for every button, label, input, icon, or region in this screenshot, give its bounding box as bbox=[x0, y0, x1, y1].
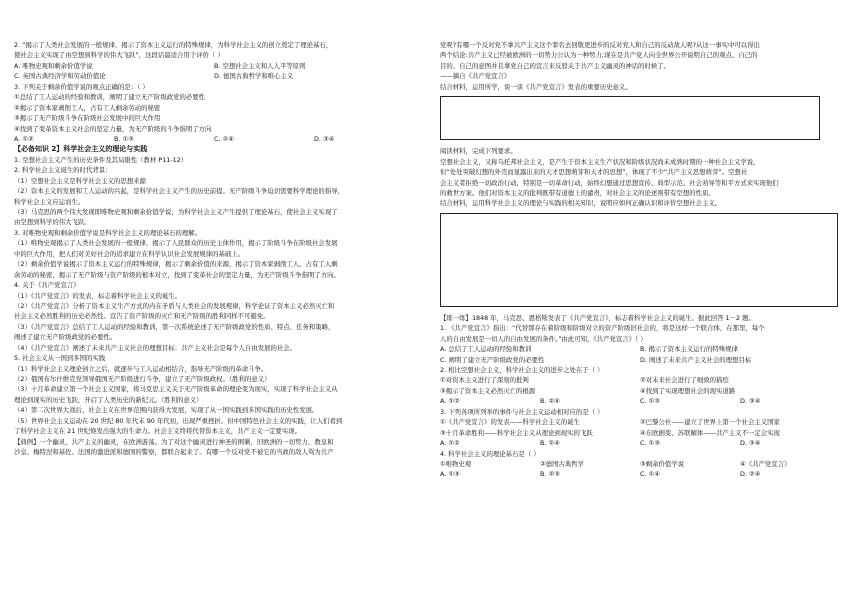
practice-2-items-row-1 bbox=[440, 375, 846, 385]
question-2-stem: 2. “揭示了人类社会发展的一般规律，揭示了资本主义运行的特殊规律，为科学社会主义的创立奠定了理论基石， bbox=[14, 41, 333, 49]
option-d[interactable]: D. 德国古典哲学和唯心主义 bbox=[214, 72, 294, 81]
option-d[interactable]: D. ③④ bbox=[314, 134, 335, 143]
body-line: 由空想到科学的伟大飞跃。 bbox=[14, 218, 91, 227]
body-line: 了科学社会主义在 21 世纪焕发出强大的生命力。社会主义终将代替资本主义，共产主义一定要实现。 bbox=[14, 427, 301, 436]
practice-2-options bbox=[440, 396, 846, 406]
item-3: ③剩余价值学说 bbox=[640, 459, 685, 468]
option-a[interactable]: A. ①② bbox=[440, 439, 460, 448]
left-column bbox=[14, 40, 418, 458]
option-b[interactable]: B. ①③ bbox=[114, 134, 134, 143]
body-line: （1）空想社会主义是科学社会主义的思想来源 bbox=[14, 176, 146, 185]
practice-1-options-row-1 bbox=[440, 344, 846, 354]
option-d[interactable]: D. ③④ bbox=[740, 397, 761, 406]
question-2-stem-cont: 使社会主义实现了由空想到科学的伟大飞跃”，这段话最适合用于评价（ ） bbox=[14, 51, 224, 60]
question-2-options-row-2 bbox=[14, 71, 418, 81]
body-line: 理论到现实的历史飞跃，开启了人类历史的新纪元。（胜利的意义） bbox=[14, 395, 203, 404]
body-line: 4. 关于《共产党宣言》 bbox=[14, 281, 80, 290]
practice-2-items-row-2 bbox=[440, 386, 846, 396]
practice-1-stem-cont: 人的自由发展是一切人的自由发展的条件。”由此可知，《共产党宣言》（ ） bbox=[440, 334, 647, 343]
question-3-stem: 3. 下列关于剩余价值学说的观点正确的是：（ ） bbox=[14, 82, 149, 91]
item-1: ①《共产党宣言》的发表——科学社会主义的诞生 bbox=[440, 418, 580, 427]
question-2-options-row-1 bbox=[14, 61, 418, 71]
practice-2-stem: 2. 相比空想社会主义，科学社会主义的进步之处在于（ ） bbox=[440, 366, 604, 374]
body-line: （4）《共产党宣言》阐述了未来共产主义社会的理想目标：共产主义社会是每个人自由发展的社会。 bbox=[14, 343, 297, 352]
item-4: ④找到了实现理想社会的现实道路 bbox=[640, 386, 736, 395]
body-line: （2）俄国布尔什维克党领导俄国无产阶级进行斗争，建立了无产阶级政权。（胜利的意义） bbox=[14, 375, 271, 383]
body-line: （1）科学社会主义理论创立之后，就逐步与工人运动相结合，指导无产阶级的革命斗争。 bbox=[14, 364, 268, 373]
option-c[interactable]: C. ①④ bbox=[640, 470, 660, 479]
question-3-item: ③揭示了无产阶级斗争在阶级社会发展中的巨大作用 bbox=[14, 114, 161, 123]
option-c[interactable]: C. ①③ bbox=[640, 397, 660, 406]
option-d[interactable]: D. ③④ bbox=[740, 439, 761, 448]
option-b[interactable]: B. 空想社会主义和人人平等原则 bbox=[214, 61, 306, 70]
item-2: ②德国古典哲学 bbox=[540, 459, 585, 468]
question-3-item: ④找到了变革资本主义社会的坚定力量，为无产阶级的斗争指明了方向 bbox=[14, 124, 212, 133]
excerpt-line: 党呢?有哪一个反对党不拿共产主义这个罪名去回敬更进步的反对党人和自己的反动敌人呢?从这一事实中可以得出 bbox=[440, 41, 760, 49]
option-c[interactable]: C. 英国古典经济学和劳动价值论 bbox=[14, 72, 106, 81]
body-line: （3）十月革命建立第一个社会主义国家，将马克思主义关于无产阶级革命的理论变为现实，实现了科学社会主义从 bbox=[14, 385, 338, 394]
body-line: （5）世界社会主义运动在 20 世纪 80 年代末 90 年代初，出现严重挫折。但中国特色社会主义的实践，让人们看到 bbox=[14, 416, 343, 425]
right-column bbox=[440, 40, 846, 480]
body-line: （3）马克思的两个伟大发现即唯物史观和剩余价值学说，为科学社会主义产生提供了理论基石，使社会主义实现了 bbox=[14, 208, 338, 216]
item-4: ④东欧剧变、苏联解体——共产主义不一定会实现 bbox=[640, 428, 780, 437]
question-3-item: ①总结了工人运动的经验和教训，阐明了建立无产阶级政党的必要性 bbox=[14, 93, 206, 102]
option-b[interactable]: B. 揭示了资本主义运行的特殊规律 bbox=[640, 345, 738, 354]
option-d[interactable]: D. 阐述了未来共产主义社会的理想目标 bbox=[640, 355, 752, 364]
option-a[interactable]: A. 总结了工人运动的经验和教训 bbox=[440, 345, 532, 354]
option-d[interactable]: D. ②④ bbox=[740, 470, 761, 479]
practice-3-options bbox=[440, 438, 846, 448]
body-line: （3）《共产党宣言》总结了工人运动的经验和教训，第一次系统论述了无产阶级政党的性质、特点、任务和策略， bbox=[14, 322, 335, 331]
item-3: ③十月革命胜利——科学社会主义从理论到现实的飞跃 bbox=[440, 428, 593, 437]
body-line: 1. 空想社会主义产生的历史条件及其局限性（教材 P11-12） bbox=[14, 155, 188, 164]
body-line: （2）资本主义的发展和工人运动的兴起，是科学社会主义产生的历史前提。无产阶级斗争迫切需要科学理论的指导， bbox=[14, 187, 344, 196]
option-b[interactable]: B. ②④ bbox=[540, 397, 560, 406]
option-c[interactable]: C. 阐明了建立无产阶级政党的必要性 bbox=[440, 355, 545, 364]
excerpt-line: 目的、自己的意图并且拿党自己的宣言来反驳关于共产主义幽灵的神话的时候了。 bbox=[440, 61, 671, 70]
practice-4-items bbox=[440, 459, 846, 469]
practice-4-options bbox=[440, 469, 846, 479]
body-line: 科学社会主义应运而生。 bbox=[14, 197, 85, 206]
question-prompt: 结合材料，运用科学社会主义的理论与实践的相关知识，说明应如何正确认识和评价空想社会主义。 bbox=[440, 199, 722, 208]
practice-3-stem: 3. 下列各项所列举的事件与社会主义运动相对应的是（ ） bbox=[440, 407, 604, 416]
option-a[interactable]: A. ①② bbox=[440, 397, 460, 406]
material-line: 空想社会主义，又称乌托邦社会主义，是产生于资本主义生产状况和阶级状况尚未成熟时期的一种社会主义学说， bbox=[440, 157, 760, 166]
practice-1-stem: 1. 《共产党宣言》指出：“代替那存在着阶级和阶级对立的资产阶级旧社会的，将是这样一个联合体，在那里，每个 bbox=[440, 324, 765, 333]
body-line: （2）剩余价值学说揭示了资本主义运行的特殊规律，揭示了剩余价值的来源，揭示了资本家剥削工人、占有工人剩 bbox=[14, 260, 338, 269]
item-1: ①对资本主义进行了深刻的批判 bbox=[440, 376, 529, 385]
body-line: 社会主义必然胜利的历史必然性。宣告了资产阶级的灭亡和无产阶级的胜利同样不可避免。 bbox=[14, 312, 270, 321]
practice-1-options-row-2 bbox=[440, 355, 846, 365]
body-line: 【典例】一个幽灵，共产主义的幽灵，在欧洲游荡。为了对这个幽灵进行神圣的围剿，旧欧洲的一切势力，教皇和 bbox=[14, 437, 334, 446]
body-line: 2. 科学社会主义诞生的时代背景： bbox=[14, 166, 112, 175]
excerpt-line: 两个结论:共产主义已经被欧洲的一切势力公认为一种势力;现在是共产党人向全世界公开说明自己的观点、自己的 bbox=[440, 51, 758, 60]
answer-box[interactable] bbox=[440, 213, 838, 307]
option-b[interactable]: B. ②④ bbox=[540, 439, 560, 448]
body-line: （1）《共产党宣言》的发表，标志着科学社会主义的诞生。 bbox=[14, 291, 182, 300]
material-line: 会主义者拒绝一切政治行动，特别是一切革命行动，始终幻想通过思想宣传、典型示范、社会劝导等和平方式来实现他们 bbox=[440, 178, 779, 187]
body-line: （2）《共产党宣言》分析了资本主义生产方式的内在矛盾与人类社会的发展规律，科学论证了资本主义必然灭亡和 bbox=[14, 301, 335, 310]
body-line: 3. 对唯物史观和剩余价值学说是科学社会主义的理论基石的理解。 bbox=[14, 228, 202, 237]
item-3: ③揭示了资本主义必然灭亡的根源 bbox=[440, 386, 536, 395]
body-line: 中的巨大作用，把人们对美好社会的追求建立在科学认识社会发展规律的基础上。 bbox=[14, 249, 245, 258]
item-2: ②巴黎公社——建立了世界上第一个社会主义国家 bbox=[640, 418, 780, 427]
option-c[interactable]: C. ①③ bbox=[640, 439, 660, 448]
body-line: 阐述了建立无产阶级政党的必要性。 bbox=[14, 333, 117, 342]
option-c[interactable]: C. ②④ bbox=[214, 134, 234, 143]
body-line: （4）第二次世界大战后，社会主义在世界范围内获得大发展，实现了从一国实践到多国实践的历史性发展。 bbox=[14, 406, 319, 415]
body-line: 5. 社会主义从一国到多国的实践 bbox=[14, 354, 106, 363]
material-line: 的救世方案。他们对资本主义的批判既带有道德上的谴责，对社会主义的论述则带有空想的性质。 bbox=[440, 188, 715, 197]
item-2: ②对未来社会进行了细致的描绘 bbox=[640, 376, 729, 385]
item-4: ④《共产党宣言》 bbox=[740, 459, 791, 468]
section-title: 【必备知识 2】科学社会主义的理论与实践 bbox=[14, 145, 148, 154]
option-a[interactable]: A. ①③ bbox=[440, 470, 460, 479]
answer-box[interactable] bbox=[440, 96, 820, 140]
question-3-item: ②揭示了资本家剥削工人，占有工人剩余劳动的秘密 bbox=[14, 103, 161, 112]
excerpt-source: ——摘自《共产党宣言》 bbox=[440, 72, 511, 81]
practice-3-items-row-2 bbox=[440, 428, 846, 438]
option-a[interactable]: A. ①② bbox=[14, 134, 34, 143]
option-b[interactable]: B. ②③ bbox=[540, 470, 560, 479]
body-line: 余劳动的秘密，揭示了无产阶级与资产阶级的根本对立，找到了变革社会的坚定力量，为无产阶级斗争指明了方向。 bbox=[14, 270, 340, 279]
option-a[interactable]: A. 唯物史观和剩余价值学说 bbox=[14, 61, 93, 70]
body-line: （1）唯物史观揭示了人类社会发展的一般规律，揭示了人民群众的历史主体作用，揭示了阶级斗争在阶级社会发展 bbox=[14, 239, 338, 248]
material-line: 但“处处突破幻想的外壳而显露出来的天才思想萌芽和天才的思想”，体现了不少“共产主义思想萌芽”。空想社 bbox=[440, 168, 748, 177]
practice-3-items-row-1 bbox=[440, 417, 846, 427]
item-1: ①唯物史观 bbox=[440, 459, 472, 468]
body-line: 沙皇、梅特涅和基佐、法国的激进派和德国的警察，都联合起来了。有哪一个反对党不被它的当政的敌人骂为共产 bbox=[14, 448, 334, 457]
question-3-options bbox=[14, 134, 418, 144]
practice-4-stem: 4. 科学社会主义的理论基石是（ ） bbox=[440, 449, 540, 458]
question-prompt: 结合材料，运用所学，谈一谈《共产党宣言》发表的重要历史意义。 bbox=[440, 82, 632, 91]
material-line: 阅读材料，完成下列要求。 bbox=[440, 147, 517, 156]
practice-title: 【练一练】1848 年，马克思、恩格斯发表了《共产党宣言》，标志着科学社会主义的诞生。据此回答 1－2 题。 bbox=[440, 313, 755, 322]
